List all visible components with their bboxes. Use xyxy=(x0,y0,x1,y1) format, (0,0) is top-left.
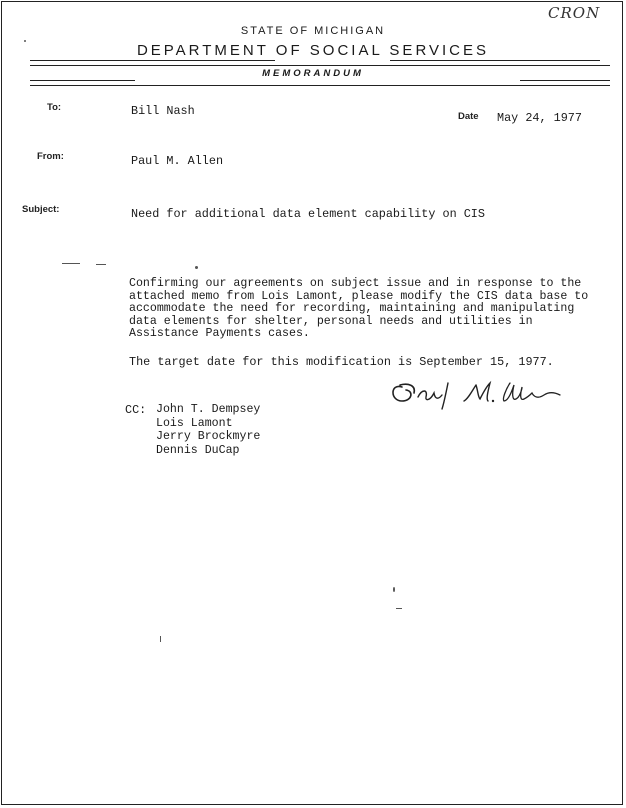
scan-speck xyxy=(160,636,161,642)
body-line: accommodate the need for recording, maintaining and manipulating xyxy=(129,302,575,316)
cc-name: Jerry Brockmyre xyxy=(156,430,261,443)
scan-speck xyxy=(195,266,198,269)
body-line: data elements for shelter, personal needs and utilities in xyxy=(129,314,533,328)
subject-label: Subject: xyxy=(22,204,60,215)
scan-speck xyxy=(393,587,395,592)
letterhead-state: STATE OF MICHIGAN xyxy=(240,25,386,37)
to-value: Bill Nash xyxy=(131,104,195,118)
scan-speck xyxy=(24,40,26,42)
cc-label: CC: xyxy=(125,403,147,417)
header-rule-bottom xyxy=(30,85,610,86)
from-value: Paul M. Allen xyxy=(131,154,224,168)
body-line: Assistance Payments cases. xyxy=(129,327,310,341)
body-paragraph xyxy=(129,277,589,341)
from-label: From: xyxy=(37,151,64,162)
header-rule-right-top xyxy=(390,60,600,61)
cc-name: Lois Lamont xyxy=(156,416,233,430)
header-rule-full xyxy=(30,65,610,66)
to-label: To: xyxy=(47,102,62,113)
date-value: May 24, 1977 xyxy=(497,111,582,125)
subject-value: Need for additional data element capability on CIS xyxy=(131,207,485,221)
cc-name: John T. Dempsey xyxy=(156,403,261,416)
header-rule-left-top xyxy=(30,60,275,61)
letterhead-department: DEPARTMENT OF SOCIAL SERVICES xyxy=(136,42,490,59)
header-rule-right-bottom xyxy=(520,80,610,81)
body-line: Confirming our agreements on subject issue and in response to the xyxy=(129,277,582,290)
body-line: attached memo from Lois Lamont, please modify the CIS data base to xyxy=(129,289,589,303)
cc-name: Dennis DuCap xyxy=(156,443,240,457)
scan-speck xyxy=(62,263,80,264)
target-date-line: The target date for this modification is September 15, 1977. xyxy=(129,355,554,369)
signature xyxy=(388,377,568,413)
scan-speck xyxy=(96,264,106,265)
date-label: Date xyxy=(458,111,479,122)
memorandum-heading: MEMORANDUM xyxy=(262,68,364,79)
header-rule-left-bottom xyxy=(30,80,135,81)
cc-list xyxy=(156,403,260,457)
scan-speck xyxy=(396,608,402,609)
handwritten-note: CRON xyxy=(548,4,601,22)
